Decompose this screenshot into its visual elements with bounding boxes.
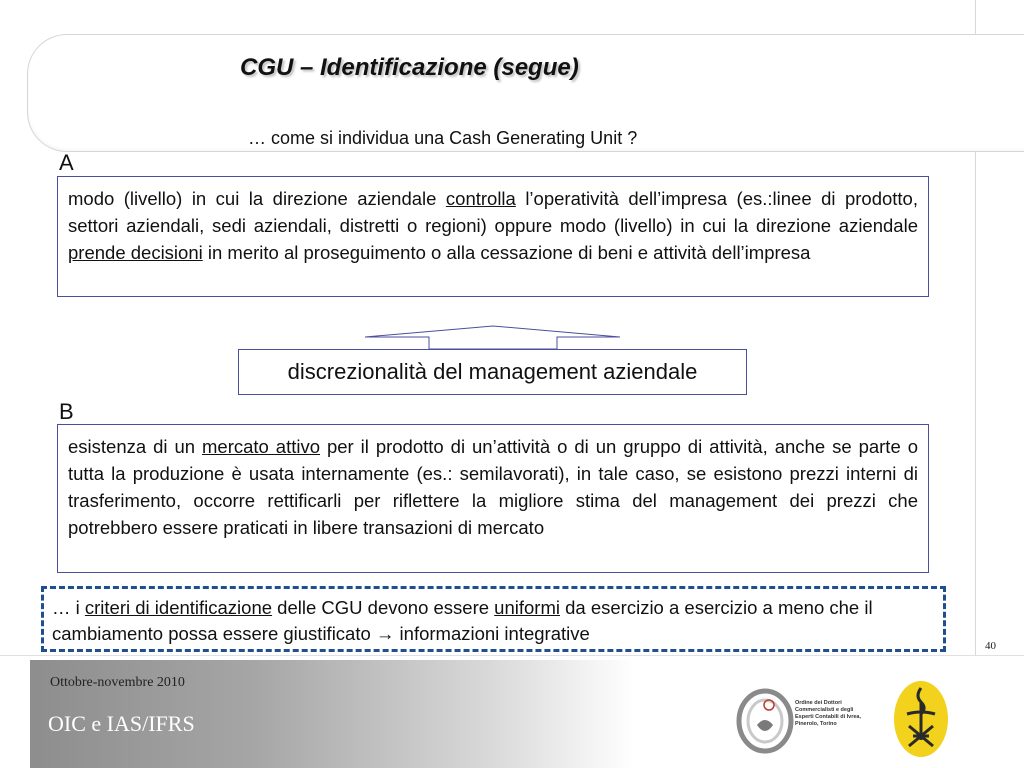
footer-brand: OIC e IAS/IFRS xyxy=(48,711,195,736)
text-run: per il prodotto di un’attività o di un gruppo di attività, anche se parte o tutta la produzione è usata internamente (es.: semilavorati), in tale caso, se esistono prezzi interni di trasferimento, occorre rettificarli per riflettere la migliore stima del management dei prezzi che potrebbero essere praticati in libere transazioni di mercato xyxy=(68,436,918,538)
text-run: … i xyxy=(52,597,85,618)
section-a-letter: A xyxy=(59,150,74,175)
odcec-logo-text: Ordine dei Dottori Commercialisti e degli Esperti Contabili di Ivrea, Pinerolo, Torino xyxy=(795,700,862,727)
text-run: delle CGU devono essere xyxy=(272,597,495,618)
note-box xyxy=(41,586,946,652)
page-number: 40 xyxy=(985,640,996,652)
text-run: modo (livello) in cui la direzione aziendale xyxy=(68,188,446,209)
section-a-text xyxy=(68,188,918,263)
underlined-term: prende decisioni xyxy=(68,242,203,263)
underlined-term: controlla xyxy=(445,188,516,209)
management-discretion-box xyxy=(238,349,747,395)
text-run: da esercizio a esercizio a meno che il cambiamento possa essere giustificato xyxy=(52,597,873,644)
slide-subtitle: … come si individua una Cash Generating Unit ? xyxy=(248,128,638,148)
footer-date: Ottobre-novembre 2010 xyxy=(50,675,185,690)
slide-bottom-line xyxy=(0,655,1024,656)
gold-emblem-icon xyxy=(893,680,949,758)
management-discretion-label: discrezionalità del management aziendale xyxy=(287,359,698,384)
section-b-text xyxy=(68,436,918,538)
section-b-box xyxy=(57,424,929,573)
merge-arrow-shape xyxy=(360,320,630,350)
slide-title: CGU – Identificazione (segue) xyxy=(240,54,579,81)
text-run: → xyxy=(375,623,395,644)
underlined-term: criteri di identificazione xyxy=(84,597,273,618)
section-a-box xyxy=(57,176,929,297)
section-b-letter: B xyxy=(59,399,74,424)
underlined-term: uniformi xyxy=(494,597,560,618)
text-run: l’operatività dell’impresa (es.:linee di prodotto, settori aziendali, sedi aziendali, distretti o regioni) oppure modo (livello) in cui la direzione aziendale xyxy=(68,188,918,236)
text-run: informazioni integrative xyxy=(394,623,590,644)
underlined-term: mercato attivo xyxy=(202,436,320,457)
note-text xyxy=(52,597,873,644)
footer-left-bar xyxy=(0,660,30,768)
text-run: in merito al proseguimento o alla cessazione di beni e attività dell’impresa xyxy=(202,242,811,263)
text-run: esistenza di un xyxy=(68,436,202,457)
